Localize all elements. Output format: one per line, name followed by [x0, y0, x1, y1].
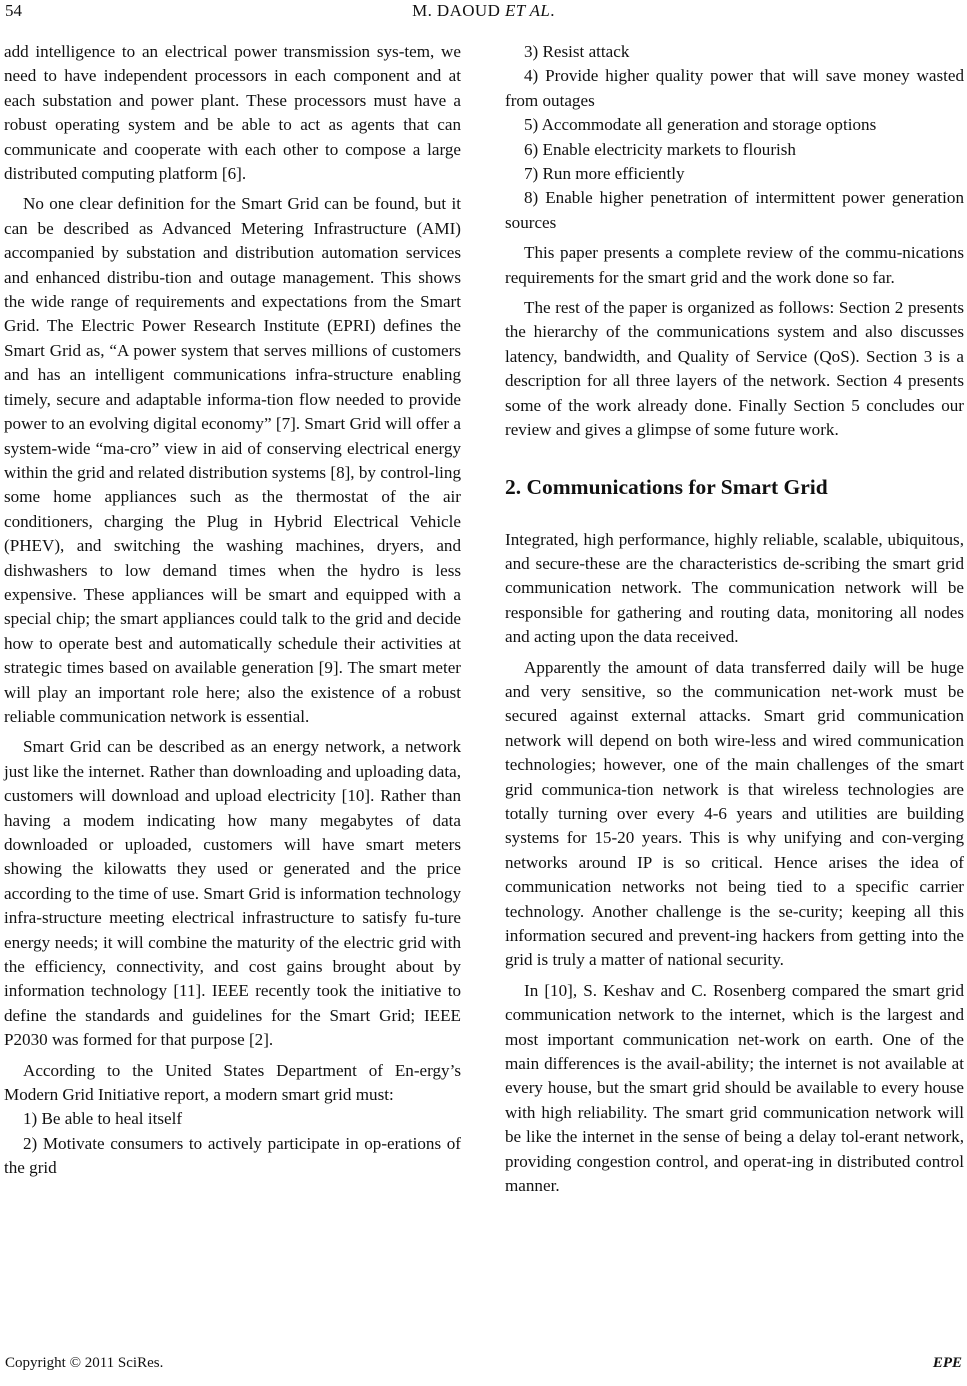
- journal-abbreviation: EPE: [932, 1355, 962, 1371]
- paragraph: According to the United States Department of En-ergy’s Modern Grid Initiative report, a modern smart grid must:: [4, 1060, 461, 1105]
- running-head-period: .: [550, 1, 555, 20]
- list-item: 1) Be able to heal itself: [23, 1109, 183, 1129]
- paragraph: Apparently the amount of data transferred daily will be huge and very sensitive, so the communication net-work must be secured against external attacks. Smart grid communication network will depend on both wire-less and wired communication technologies; however, one of the main challenges of the smart grid communica-tion network is that wireless technologies are totally turning over every 4-6 years and utilities are building systems for 15-20 years. This is why unifying and con-verging networks around IP is so critical. Hence arises the idea of communication networks not being tied to a specific carrier technology. Another challenge is the se-curity; keeping all this information secured and prevent-ing hackers from getting into the grid is truly a matter of national security.: [505, 657, 964, 970]
- paragraph: Integrated, high performance, highly reliable, scalable, ubiquitous, and secure-these are the characteristics de-scribing the smart grid communication network. The communication network will be responsible for gathering and routing data, monitoring all nodes and acting upon the data received.: [505, 529, 964, 647]
- page-footer: [0, 1355, 967, 1379]
- paragraph: add intelligence to an electrical power transmission sys-tem, we need to have independent processors in each component and at each substation and power plant. These processors must have a robust operating system and be able to act as agents that can communicate and cooperate with each other to compose a large distributed computing platform [6].: [4, 42, 461, 184]
- running-head: [0, 0, 967, 22]
- list-item: 4) Provide higher quality power that will save money wasted from outages: [505, 66, 964, 110]
- paragraph: No one clear definition for the Smart Grid can be found, but it can be described as Advanced Metering Infrastructure (AMI) accompanied by substation and distribution automation services and enhanced distribu-tion and outage management. This shows the wide range of requirements and expectations from the Smart Grid. The Electric Power Research Institute (EPRI) defines the Smart Grid as, “A power system that serves millions of customers and has an intelligent communications infra-structure enabling timely, secure and adaptable informa-tion flow needed to provide power to an evolving digital economy” [7]. Smart Grid will offer a system-wide “ma-cro” view in aid of conserving electrical energy within the grid and related distribution systems [8], by control-ling some home appliances such as the thermostat of the air conditioners, charging the Plug in Hybrid Electrical Vehicle (PHEV), and switching the washing machines, dryers, and dishwashers to low demand times when the hydro is less expensive. These appliances will be smart and equipped with a special chip; the smart appliances could talk to the grid and decide how to operate best and automatically schedule their activities at strategic times based on available generation [9]. The smart meter will play an important role here; also the existence of a robust reliable communication network is essential.: [4, 194, 461, 726]
- list-item: 5) Accommodate all generation and storage options: [524, 115, 877, 135]
- copyright-notice: Copyright © 2011 SciRes.: [5, 1355, 164, 1371]
- paragraph: In [10], S. Keshav and C. Rosenberg compared the smart grid communication network to the internet, which is the largest and most important communication net-work on earth. One of the main differences is the avail-ability; the internet is not available at every house, but the smart grid should be available to every house with high reliability. The smart grid communication network will be like the internet in the sense of being a delay tol-erant network, providing congestion control, and operat-ing in distributed control manner.: [505, 980, 964, 1196]
- page-header: [0, 0, 967, 24]
- right-column: [505, 40, 964, 1204]
- left-column: [4, 40, 461, 1181]
- running-head-authors: M. DAOUD: [412, 1, 505, 20]
- paragraph: Smart Grid can be described as an energy network, a network just like the internet. Rather than downloading and uploading data, customers will download and upload electricity [10]. Rather than having a modem indicating how many megabytes of data downloaded or uploaded, customers will have smart meters showing the kilowatts they used or generated and the price according to the time of use. Smart Grid is information technology infra-structure meeting electrical infrastructure to satisfy fu-ture energy needs; it will combine the maturity of the electric grid with the efficiency, connectivity, and cost gains brought about by information technology [11]. IEEE recently took the initiative to define the standards and guidelines for the Smart Grid; IEEE P2030 was formed for that purpose [2].: [4, 737, 461, 1050]
- section-heading: 2. Communications for Smart Grid: [505, 474, 828, 499]
- list-item: 6) Enable electricity markets to flourish: [524, 139, 796, 159]
- paragraph: This paper presents a complete review of the commu-nications requirements for the smart grid and the work done so far.: [505, 243, 964, 287]
- list-item: 8) Enable higher penetration of intermittent power generation sources: [505, 188, 964, 232]
- page-number: 54: [5, 1, 22, 20]
- running-head-et-al: ET AL: [504, 1, 551, 20]
- paragraph: The rest of the paper is organized as follows: Section 2 presents the hierarchy of the communications system and also discusses latency, bandwidth, and Quality of Service (QoS). Section 3 is a description for all three layers of the network. Section 4 presents some of the work already done. Finally Section 5 concludes our review and gives a glimpse of some future work.: [505, 298, 964, 440]
- list-item: 7) Run more efficiently: [524, 164, 685, 184]
- list-item: 2) Motivate consumers to actively participate in op-erations of the grid: [4, 1133, 461, 1178]
- list-item: 3) Resist attack: [524, 42, 630, 61]
